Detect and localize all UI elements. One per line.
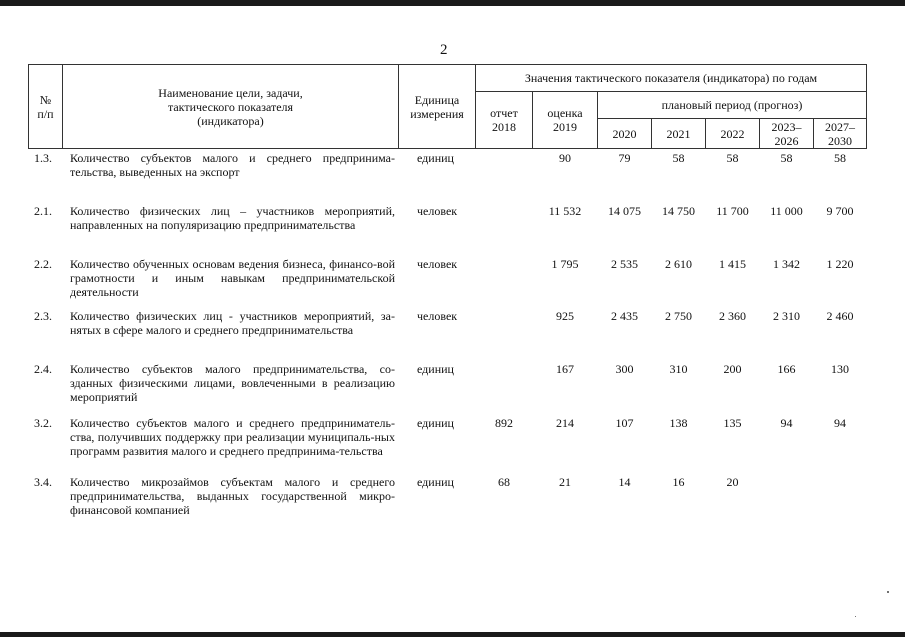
- row-indicator-name: Количество физических лиц - участников мероприятий, за-нятых в сфере малого и среднего предпринимательства: [70, 309, 395, 337]
- row-value-2027-2030: 58: [834, 151, 846, 165]
- row-indicator-name: Количество физических лиц – участников мероприятий, направленных на популяризацию предпринимательства: [70, 204, 395, 232]
- header-values-group: Значения тактического показателя (индикатора) по годам: [475, 64, 867, 92]
- row-value-2027-2030: 94: [834, 416, 846, 430]
- row-indicator-name: Количество микрозаймов субъектам малого и среднего предпринимательства, выданных государственной микро-финансовой компанией: [70, 475, 395, 517]
- row-number: 2.3.: [34, 309, 52, 323]
- row-estimate-2019: 21: [559, 475, 571, 489]
- header-years-2023-2026: 2023– 2026: [759, 118, 814, 149]
- row-value-2023-2026: 1 342: [773, 257, 800, 271]
- row-value-2022: 2 360: [719, 309, 746, 323]
- row-number: 2.4.: [34, 362, 52, 376]
- row-value-2027-2030: 1 220: [826, 257, 854, 271]
- row-value-2020: 2 535: [611, 257, 638, 271]
- row-report-2018: 892: [495, 416, 513, 430]
- header-report-2018: отчет 2018: [475, 91, 533, 149]
- row-number: 2.1.: [34, 204, 52, 218]
- row-value-2023-2026: 2 310: [773, 309, 800, 323]
- scan-speck: [855, 616, 856, 617]
- header-no: № п/п: [28, 64, 63, 149]
- top-border: [0, 0, 905, 6]
- row-value-2020: 79: [618, 151, 631, 165]
- row-value-2023-2026: 166: [777, 362, 796, 376]
- row-estimate-2019: 11 532: [548, 204, 582, 218]
- row-report-2018: 68: [498, 475, 510, 489]
- row-estimate-2019: 214: [556, 416, 574, 430]
- row-unit: единиц: [417, 475, 454, 489]
- row-value-2023-2026: 11 000: [770, 204, 803, 218]
- row-value-2020: 14: [618, 475, 631, 489]
- row-number: 3.2.: [34, 416, 52, 430]
- row-unit: единиц: [417, 416, 454, 430]
- row-value-2021: 2 610: [665, 257, 692, 271]
- row-value-2021: 14 750: [662, 204, 695, 218]
- scan-speck: [887, 591, 889, 593]
- row-unit: единиц: [417, 362, 454, 376]
- page-number: 2: [440, 42, 448, 58]
- header-year-2020: 2020: [597, 118, 652, 149]
- row-value-2027-2030: 130: [831, 362, 849, 376]
- row-value-2021: 58: [672, 151, 685, 165]
- row-estimate-2019: 925: [556, 309, 574, 323]
- row-value-2023-2026: 58: [780, 151, 793, 165]
- row-unit: человек: [417, 257, 458, 271]
- row-value-2021: 2 750: [665, 309, 692, 323]
- row-value-2022: 135: [723, 416, 742, 430]
- bottom-border: [0, 632, 905, 637]
- row-indicator-name: Количество обученных основам ведения бизнеса, финансо-вой грамотности и иным навыкам предпринимательской деятельности: [70, 257, 395, 299]
- row-estimate-2019: 167: [556, 362, 574, 376]
- header-unit: Единица измерения: [398, 64, 476, 149]
- row-value-2027-2030: 9 700: [826, 204, 854, 218]
- header-years-2027-2030: 2027– 2030: [813, 118, 867, 149]
- row-number: 2.2.: [34, 257, 52, 271]
- row-number: 1.3.: [34, 151, 52, 165]
- row-indicator-name: Количество субъектов малого и среднего предприниматель-ства, получивших поддержку при реализации муниципаль-ных программ развития малого и среднего предпринима-тельства: [70, 416, 395, 458]
- row-value-2021: 138: [669, 416, 688, 430]
- row-number: 3.4.: [34, 475, 52, 489]
- row-indicator-name: Количество субъектов малого предпринимательства, со-зданных физическими лицами, вовлеченными в реализацию мероприятий: [70, 362, 395, 404]
- row-estimate-2019: 1 795: [551, 257, 579, 271]
- row-value-2022: 58: [726, 151, 739, 165]
- row-unit: человек: [417, 309, 458, 323]
- row-value-2022: 200: [723, 362, 742, 376]
- row-value-2020: 14 075: [608, 204, 641, 218]
- row-value-2021: 310: [669, 362, 688, 376]
- row-value-2020: 300: [615, 362, 634, 376]
- header-name: Наименование цели, задачи, тактического показателя (индикатора): [62, 64, 399, 149]
- row-value-2021: 16: [672, 475, 685, 489]
- row-value-2020: 2 435: [611, 309, 638, 323]
- row-unit: единиц: [417, 151, 454, 165]
- row-indicator-name: Количество субъектов малого и среднего предпринима-тельства, выведенных на экспорт: [70, 151, 395, 179]
- header-estimate-2019: оценка 2019: [532, 91, 598, 149]
- row-value-2027-2030: 2 460: [826, 309, 854, 323]
- row-value-2022: 20: [726, 475, 739, 489]
- row-value-2022: 11 700: [716, 204, 749, 218]
- header-plan-group: плановый период (прогноз): [597, 91, 867, 119]
- row-unit: человек: [417, 204, 458, 218]
- row-value-2020: 107: [615, 416, 634, 430]
- row-estimate-2019: 90: [559, 151, 571, 165]
- row-value-2023-2026: 94: [780, 416, 793, 430]
- header-year-2022: 2022: [705, 118, 760, 149]
- row-value-2022: 1 415: [719, 257, 746, 271]
- header-year-2021: 2021: [651, 118, 706, 149]
